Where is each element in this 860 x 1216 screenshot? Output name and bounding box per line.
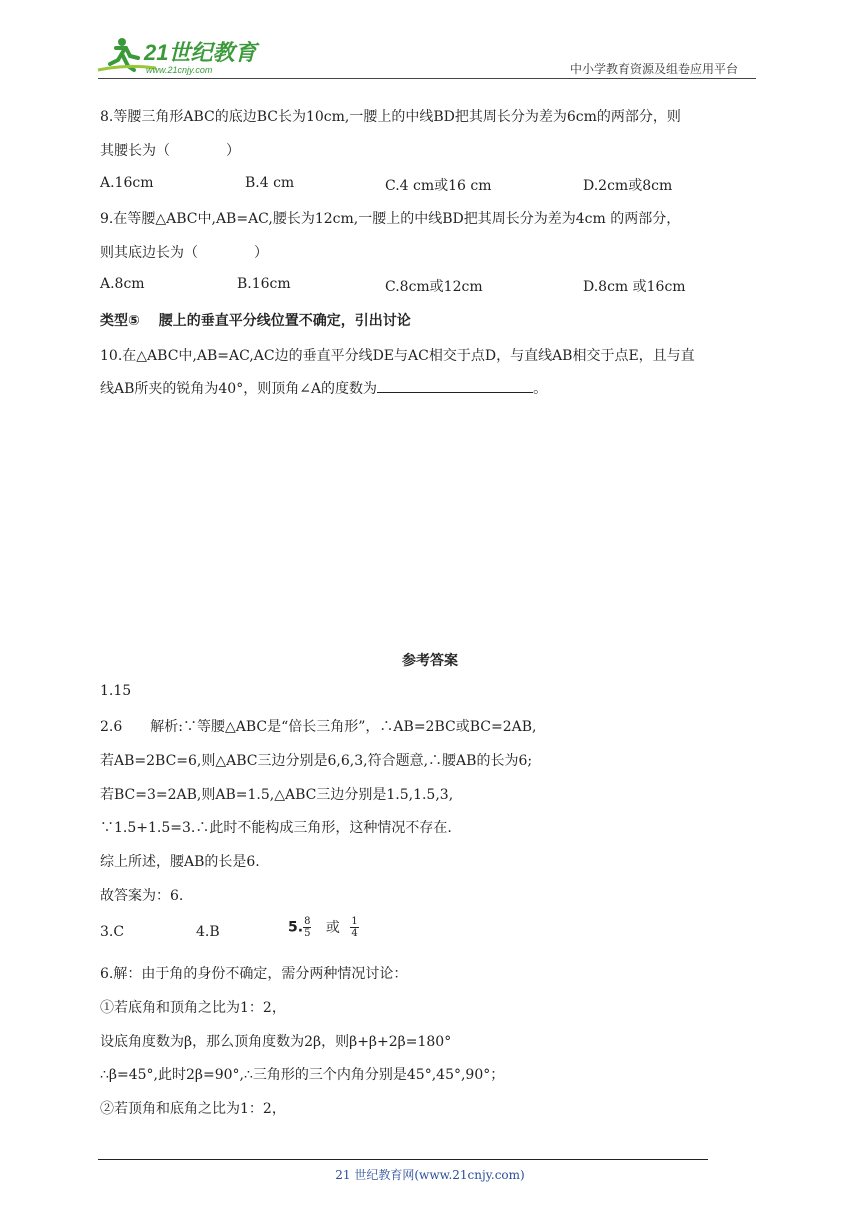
answer-blank — [377, 380, 533, 393]
answer-6-line2: ①若底角和顶角之比为1：2， — [100, 1000, 286, 1016]
answer-5-prefix: 5. — [288, 919, 304, 936]
question-9-line1: 9.在等腰△ABC中,AB=AC,腰长为12cm,一腰上的中线BD把其周长分为差为4cm 的两部分， — [100, 211, 681, 227]
section-heading-type5: 类型⑤ 腰上的垂直平分线位置不确定，引出讨论 — [100, 313, 411, 329]
question-10-line2 — [100, 378, 547, 398]
footer-divider — [98, 1159, 708, 1160]
answer-2-line6: 故答案为：6. — [100, 888, 184, 904]
question-8-line1: 8.等腰三角形ABC的底边BC长为10cm,一腰上的中线BD把其周长分为差为6cm的两部分，则 — [100, 109, 681, 125]
q9-option-a: A.8cm — [100, 276, 145, 292]
q9-option-d: D.8cm 或16cm — [583, 279, 686, 295]
q8-option-c: C.4 cm或16 cm — [385, 178, 492, 194]
fraction-8-5: $\frac{8}{5}$ — [304, 916, 311, 939]
answer-4: 4.B — [196, 924, 220, 940]
answer-6-line1: 6.解：由于角的身份不确定，需分两种情况讨论： — [100, 966, 408, 982]
question-8-line2: 其腰长为（ ） — [100, 143, 240, 159]
footer-link[interactable]: 21 世纪教育网(www.21cnjy.com) — [335, 1168, 525, 1182]
answer-3: 3.C — [100, 924, 125, 940]
site-logo — [96, 34, 266, 78]
answer-2-line1: 2.6 解析:∵等腰△ABC是“倍长三角形”，∴AB=2BC或BC=2AB, — [100, 719, 537, 735]
q10-text: 线AB所夹的锐角为40°，则顶角∠A的度数为 — [100, 381, 378, 397]
answer-6-line3: 设底角度数为β，那么顶角度数为2β，则β+β+2β=180° — [100, 1034, 452, 1050]
answer-2-line5: 综上所述，腰AB的长是6. — [100, 854, 260, 870]
header-divider — [98, 78, 756, 79]
q8-option-d: D.2cm或8cm — [583, 178, 673, 194]
answers-title: 参考答案 — [402, 653, 458, 669]
logo-text: 21世纪教育 — [144, 40, 257, 65]
answer-6-line4: ∴β=45°,此时2β=90°,∴三角形的三个内角分别是45°,45°,90°； — [100, 1067, 505, 1083]
runner-logo-icon — [96, 34, 266, 78]
answer-5 — [288, 916, 359, 939]
answer-6-line5: ②若顶角和底角之比为1：2， — [100, 1101, 286, 1117]
q8-option-b: B.4 cm — [245, 175, 295, 191]
q9-option-b: B.16cm — [237, 276, 291, 292]
answer-2-line2: 若AB=2BC=6,则△ABC三边分别是6,6,3,符合题意,∴腰AB的长为6; — [100, 753, 533, 769]
question-9-line2: 则其底边长为（ ） — [100, 245, 268, 261]
question-10-line1: 10.在△ABC中,AB=AC,AC边的垂直平分线DE与AC相交于点D，与直线AB相交于点E，且与直 — [100, 348, 695, 364]
answer-5-or: 或 — [325, 919, 340, 936]
answer-2-line3: 若BC=3=2AB,则AB=1.5,△ABC三边分别是1.5,1.5,3, — [100, 787, 454, 803]
q8-option-a: A.16cm — [100, 175, 154, 191]
q9-option-c: C.8cm或12cm — [385, 279, 483, 295]
logo-url: www.21cnjy.com — [146, 65, 213, 75]
fraction-1-4: $\frac{1}{4}$ — [351, 916, 358, 939]
q10-end: 。 — [533, 381, 548, 397]
header-subtitle: 中小学教育资源及组卷应用平台 — [570, 62, 739, 76]
answer-1: 1.15 — [100, 683, 132, 699]
answer-2-line4: ∵1.5+1.5=3.∴此时不能构成三角形，这种情况不存在. — [100, 820, 452, 836]
